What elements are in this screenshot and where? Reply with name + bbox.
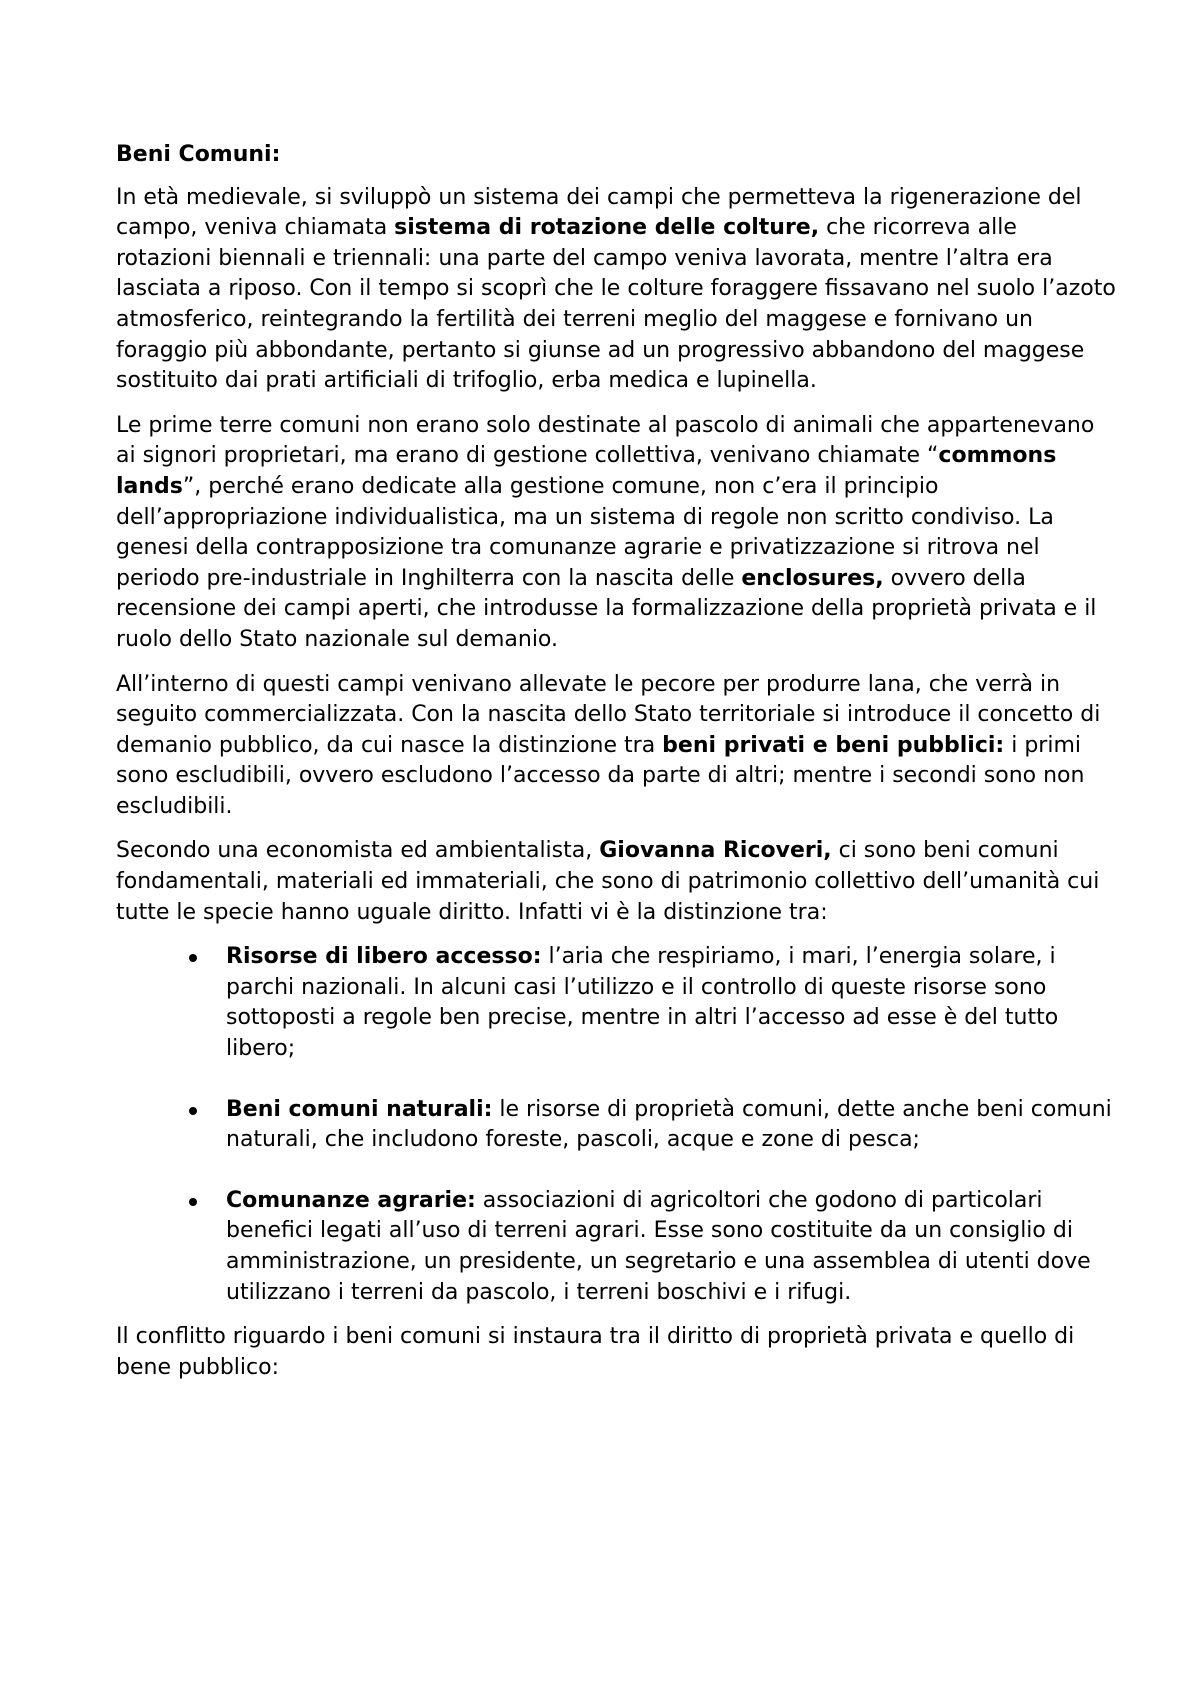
bullet-icon [189,1107,197,1115]
bullet-icon [189,954,197,962]
bold-term: Giovanna Ricoveri, [599,838,832,864]
document-page [116,140,1116,1397]
text-span: le risorse di proprietà comuni, dette anche beni comuni naturali, che includono foreste, pascoli, acque e zone di pesca; [226,1096,1112,1153]
bold-term: Comunanze agrarie: [226,1187,476,1213]
text-span: In età medievale, si sviluppò un sistema dei campi che permetteva la rigenerazione del campo, veniva chiamata [116,184,1082,241]
text-span: ovvero della recensione dei campi aperti, che introdusse la formalizzazione della proprietà privata e il ruolo dello Stato nazionale sul demanio. [116,565,1097,652]
bold-term: sistema di rotazione delle colture, [394,215,820,241]
text-span: Le prime terre comuni non erano solo destinate al pascolo di animali che appartenevano ai signori proprietari, ma erano di gestione collettiva, venivano chiamate “ [116,412,1095,469]
paragraph-beni-privati-pubblici [116,670,1116,823]
text-span: ”, perché erano dedicate alla gestione comune, non c’era il principio dell’appropriazione individualistica, ma un sistema di regole non scritto condiviso. La genesi della contrapposizione tra comunanze agrarie e privatizzazione si ritrova nel periodo pre-industriale in Inghilterra con la nascita delle [116,473,1054,591]
text-span: i primi sono escludibili, ovvero escludono l’accesso da parte di altri; mentre i secondi sono non escludibili. [116,732,1085,819]
document-title: Beni Comuni: [116,142,281,167]
text-span: associazioni di agricoltori che godono di particolari benefici legati all’uso di terreni agrari. Esse sono costituite da un consiglio di amministrazione, un presidente, un segretario e una assemblea di utenti dove utilizzano i terreni da pascolo, i terreni boschivi e i rifugi. [226,1187,1091,1305]
paragraph-commons-lands [116,411,1116,656]
text-span: All’interno di questi campi venivano allevate le pecore per produrre lana, che verrà in seguito commercializzata. Con la nascita dello Stato territoriale si introduce il concetto di demanio pubblico, da cui nasce la distinzione tra [116,671,1101,758]
bold-term: Beni comuni naturali: [226,1096,493,1122]
text-span: Secondo una economista ed ambientalista, [116,838,600,864]
bold-term: beni privati e beni pubblici: [662,732,1005,758]
text-span: che ricorreva alle rotazioni biennali e triennali: una parte del campo veniva lavorata, mentre l’altra era lasciata a riposo. Con il tempo si scoprì che le colture foraggere fissavano nel suolo l’azoto atmosferico, reintegrando la fertilità dei terreni meglio del maggese e fornivano un foraggio più abbondante, pertanto si giunse ad un progressivo abbandono del maggese sostituito dai prati artificiali di trifoglio, erba medica e lupinella. [116,215,1116,394]
paragraph-rotazione [116,183,1116,397]
bold-term: enclosures, [741,565,884,591]
list-item [226,1186,1116,1308]
text-span: l’aria che respiriamo, i mari, l’energia solare, i parchi nazionali. In alcuni casi l’utilizzo e il controllo di queste risorse sono sottoposti a regole ben precise, mentre in altri l’accesso ad esse è del tutto libero; [226,944,1059,1062]
paragraph-ricoveri [116,836,1116,928]
bullet-icon [189,1198,197,1206]
paragraph-conflitto: Il conflitto riguardo i beni comuni si instaura tra il diritto di proprietà privata e quello di bene pubblico: [116,1324,1075,1380]
list-item [226,1095,1116,1156]
bold-term: commons lands [116,443,1057,499]
text-span: ci sono beni comuni fondamentali, materiali ed immateriali, che sono di patrimonio collettivo dell’umanità cui tutte le specie hanno uguale diritto. Infatti vi è la distinzione tra: [116,838,1100,925]
bold-term: Risorse di libero accesso: [226,944,542,970]
list-item [226,942,1116,1064]
bullet-list [116,942,1116,1308]
